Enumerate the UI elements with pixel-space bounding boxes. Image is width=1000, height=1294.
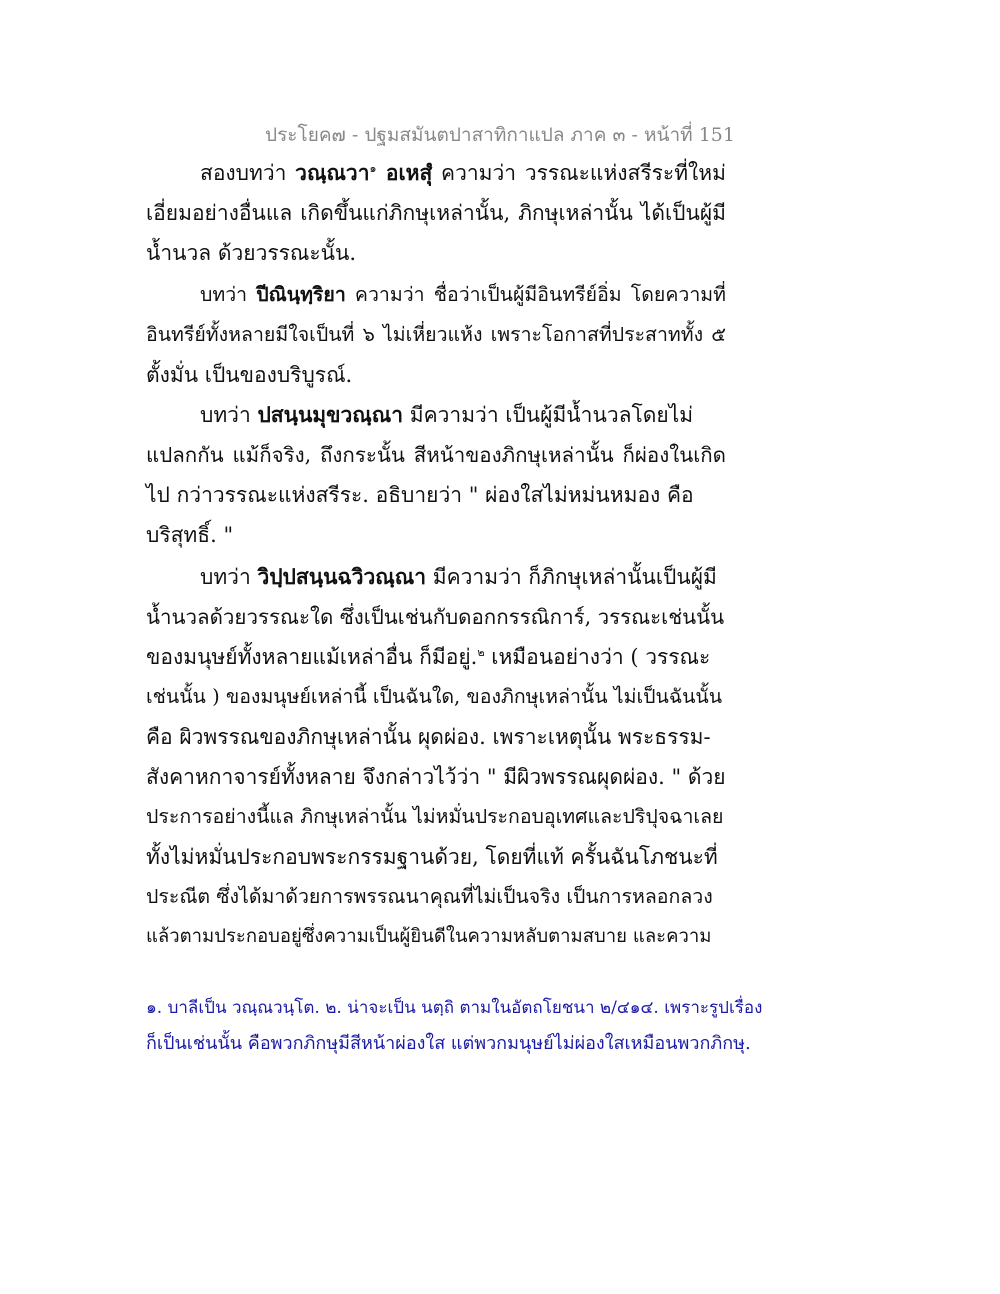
text-line: สังคาหกาจารย์ทั้งหลาย จึงกล่าวไว้ว่า " มีผิวพรรณผุดผ่อง. " ด้วย [146, 765, 726, 789]
pali-term: ปีณินฺทฺริยา [256, 283, 346, 306]
text-line: ไป กว่าวรรณะแห่งสรีระ. อธิบายว่า " ผ่องใสไม่หม่นหมอง คือ [146, 483, 694, 507]
text-line: ทั้งไม่หมั่นประกอบพระกรรมฐานด้วย, โดยที่แท้ ครั้นฉันโภชนะที่ [146, 845, 718, 869]
pali-term: ปสนฺนมุขวณฺณา [257, 402, 404, 427]
text-line: น้ำนวลด้วยวรรณะใด ซึ่งเป็นเช่นกับดอกกรรณิการ์, วรรณะเช่นนั้น [146, 605, 725, 629]
text-line: บทว่า ปสนฺนมุขวณฺณา มีความว่า เป็นผู้มีน้ำนวลโดยไม่ [200, 402, 694, 427]
text-line: เช่นนั้น ) ของมนุษย์เหล่านี้ เป็นฉันใด, ของภิกษุเหล่านั้น ไม่เป็นฉันนั้น [146, 685, 723, 708]
pali-term: อเหสุํ [376, 160, 433, 185]
footnote-marker: ๒ [477, 646, 485, 659]
footnote-line: ก็เป็นเช่นนั้น คือพวกภิกษุมีสีหน้าผ่องใส แต่พวกมนุษย์ไม่ผ่องใสเหมือนพวกภิกษุ. [146, 1033, 751, 1054]
text-line: สองบทว่า วณฺณวา$^๑$ อเหสุํ ความว่า วรรณะแห่งสรีระที่ใหม่ [200, 160, 726, 185]
text-line: บทว่า วิปฺปสนฺนฉวิวณฺณา มีความว่า ก็ภิกษุเหล่านั้นเป็นผู้มี [200, 564, 717, 589]
text-line: บริสุทธิ์. " [146, 523, 234, 547]
page-header: ประโยค๗ - ปฐมสมันตปาสาทิกาแปล ภาค ๓ - หน้าที่ 151 [265, 124, 735, 146]
text-line: แปลกกัน แม้ก็จริง, ถึงกระนั้น สีหน้าของภิกษุเหล่านั้น ก็ผ่องในเกิด [146, 443, 726, 467]
text-line: น้ำนวล ด้วยวรรณะนั้น. [146, 241, 357, 265]
text-line: เอี่ยมอย่างอื่นแล เกิดขึ้นแก่ภิกษุเหล่านั้น, ภิกษุเหล่านั้น ได้เป็นผู้มี [146, 201, 726, 225]
text-line: อินทรีย์ทั้งหลายมีใจเป็นที่ ๖ ไม่เหี่ยวแห้ง เพราะโอกาสที่ประสาททั้ง ๕ [146, 323, 726, 346]
pali-term: วณฺณวา [295, 160, 370, 185]
text-line: ประการอย่างนี้แล ภิกษุเหล่านั้น ไม่หมั่นประกอบอุเทศและปริปุจฉาเลย [146, 805, 724, 828]
text-line: ประณีต ซึ่งได้มาด้วยการพรรณนาคุณที่ไม่เป็นจริง เป็นการหลอกลวง [146, 885, 713, 908]
pali-term: วิปฺปสนฺนฉวิวณฺณา [257, 564, 427, 589]
footnote-marker: ๑ [369, 162, 377, 175]
footnote-line: ๑. บาลีเป็น วณฺณวนฺโต. ๒. น่าจะเป็น นตฺถิ ตามในอัตถโยชนา ๒/๔๑๔. เพราะรูปเรื่อง [146, 998, 763, 1018]
text-line: ของมนุษย์ทั้งหลายแม้เหล่าอื่น ก็มีอยู่.$^๒$ เหมือนอย่างว่า ( วรรณะ [146, 645, 711, 669]
text-line: บทว่า ปีณินฺทฺริยา ความว่า ชื่อว่าเป็นผู้มีอินทรีย์อิ่ม โดยความที่ [200, 283, 726, 306]
text-line: ตั้งมั่น เป็นของบริบูรณ์. [146, 363, 353, 387]
text-line: คือ ผิวพรรณของภิกษุเหล่านั้น ผุดผ่อง. เพราะเหตุนั้น พระธรรม- [146, 725, 711, 749]
text-line: แล้วตามประกอบอยู่ซึ่งความเป็นผู้ยินดีในความหลับตามสบาย และความ [146, 926, 712, 947]
